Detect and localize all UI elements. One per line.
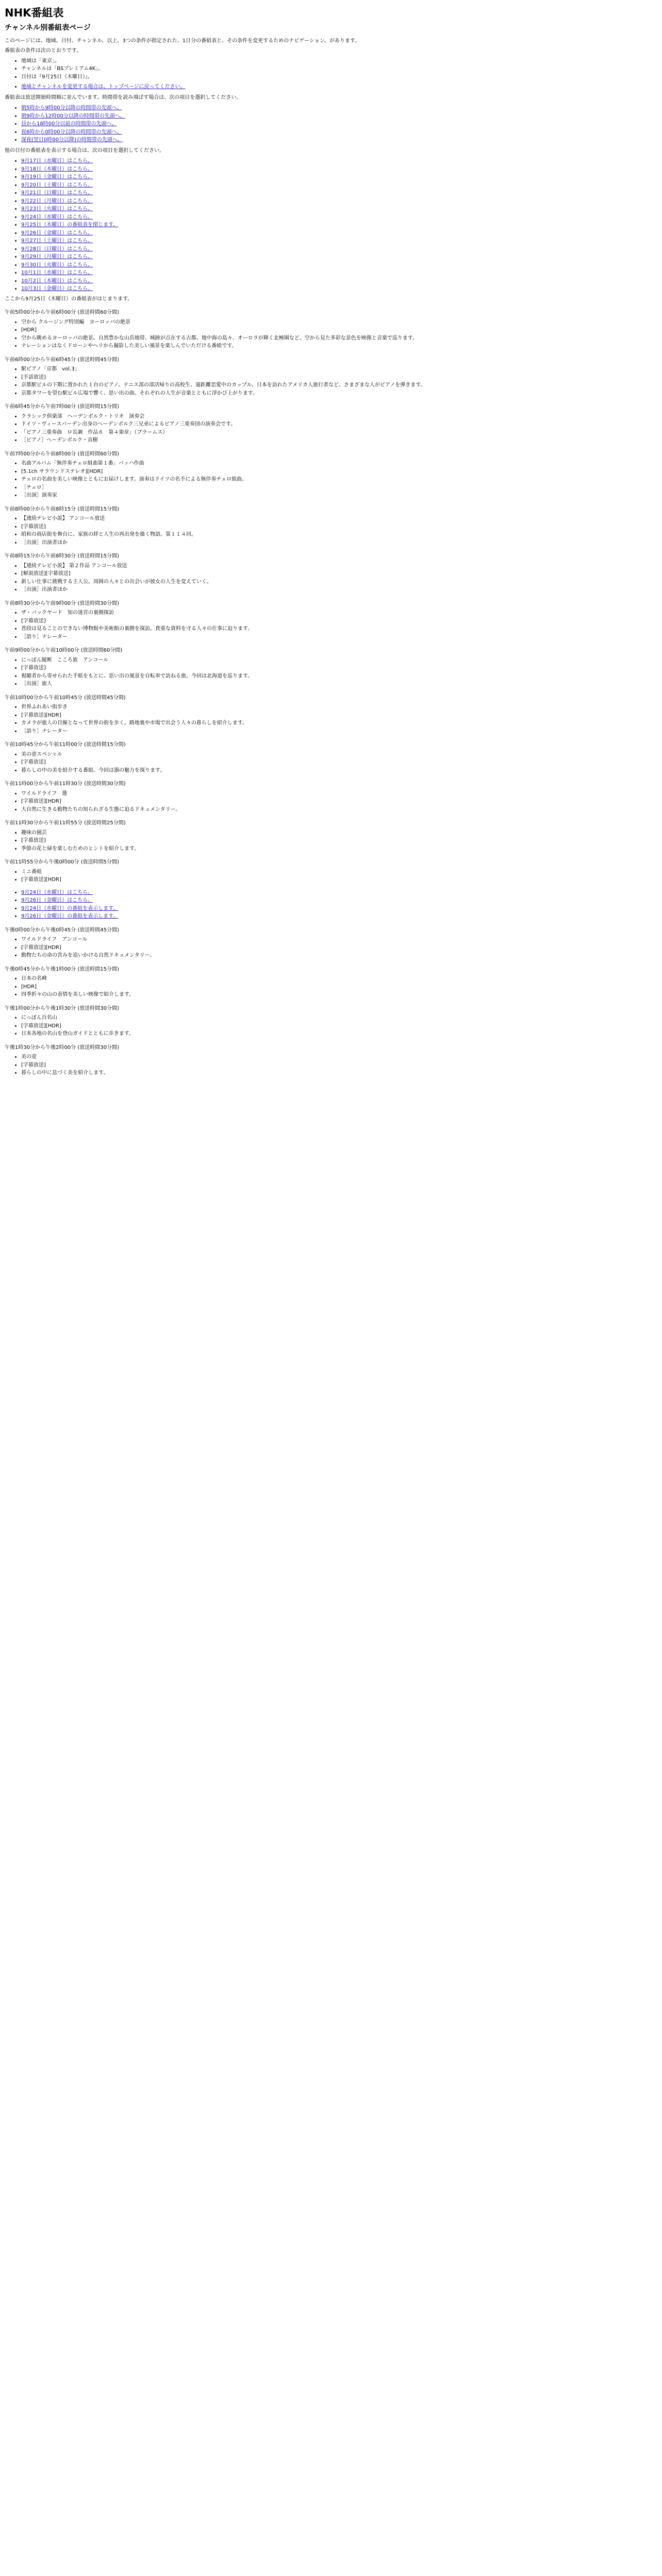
program-time: 午後1時00分から午後1時30分 (放送時間30分間) [5, 1005, 119, 1011]
program-detail: • [字幕放送] [21, 1062, 657, 1070]
jump-afternoon-link[interactable]: 昼から18時00分以前の時間帯の先頭へ。 [21, 121, 117, 127]
program-details [5, 657, 657, 688]
program-detail: • ［出演］出演者ほか [21, 586, 657, 594]
program-block [5, 694, 657, 736]
program-title: • 空から クルージング特別編 ヨーロッパの絶景 [21, 319, 657, 327]
program-detail: • [HDR] [21, 327, 657, 334]
program-details [5, 563, 657, 594]
program-details [5, 704, 657, 735]
program-detail: • [字幕放送][HDR] [21, 798, 657, 806]
date-link[interactable]: 9月30日（火曜日）はこちら。 [21, 262, 93, 268]
program-detail: • [字幕放送] [21, 618, 657, 625]
program-details [5, 869, 657, 884]
conditions-list [5, 58, 657, 81]
program-detail: • ［語り］ナレーター [21, 634, 657, 641]
program-block [5, 1005, 657, 1038]
program-detail: • ［出演］旅人 [21, 681, 657, 688]
program-detail: • ［ピアノ］ヘーデンボルク・直樹 [21, 437, 657, 445]
program-title: • 名曲アルバム「無伴奏チェロ組曲第１番」バッハ作曲 [21, 460, 657, 468]
program-details [5, 829, 657, 853]
program-block [5, 647, 657, 688]
program-detail: • 普段は見ることのできない博物館や美術館の裏側を探訪。貴重な資料を守る人々の仕事に迫ります。 [21, 625, 657, 633]
program-detail: • [字幕放送][HDR] [21, 712, 657, 720]
date-link[interactable]: 9月24日（水曜日）はこちら。 [21, 214, 93, 220]
date-link[interactable]: 10月2日（木曜日）はこちら。 [21, 278, 93, 284]
program-detail: • 視聴者から寄せられた手紙をもとに、思い出の風景を自転車で訪ねる旅。今回は北海道を巡ります。 [21, 673, 657, 681]
program-details [5, 1014, 657, 1038]
date-link[interactable]: 9月22日（月曜日）はこちら。 [21, 198, 93, 204]
program-detail: • 空から眺めるヨーロッパの絶景。自然豊かな山岳地帯、城跡が点在する古都、地中海の島々、オーロラが輝く北極圏など、空から見た多彩な景色を映像と音楽で巡ります。 [21, 335, 657, 343]
date-link[interactable]: 9月18日（木曜日）はこちら。 [21, 166, 93, 172]
program-block [5, 309, 657, 350]
program-detail: • [字幕放送] [21, 665, 657, 672]
program-list-pm [5, 927, 657, 1077]
program-time: 午前11時00分から午前11時30分 (放送時間30分間) [5, 781, 126, 787]
list-start-text: ここから9月25日（木曜日）の番組表がはじまります。 [5, 296, 133, 302]
condition-date: • 日付は『9月25日（木曜日）』。 [21, 74, 657, 81]
program-detail: • [手話放送] [21, 374, 657, 382]
program-title: • にっぽん百名山 [21, 1014, 657, 1022]
date-link[interactable]: 10月3日（金曜日）はこちら。 [21, 286, 93, 292]
program-detail: • ナレーションはなくドローンやヘリから撮影した美しい風景を楽しんでいただける番組です。 [21, 343, 657, 350]
page-subtitle: チャンネル別番組表ページ [5, 24, 91, 32]
program-title: • クラシック倶楽部 ヘーデンボルク・トリオ 演奏会 [21, 413, 657, 421]
program-block [5, 859, 657, 884]
program-block [5, 451, 657, 500]
program-detail: • 動物たちの命の営みを追いかける自然ドキュメンタリー。 [21, 952, 657, 960]
date-link[interactable]: 9月19日（金曜日）はこちら。 [21, 174, 93, 180]
program-detail: • [字幕放送][HDR] [21, 876, 657, 884]
date-lead: 他の日付の番組表を表示する場合は、次の項目を選択してください。 [5, 147, 164, 154]
program-time: 午後1時30分から午後2時00分 (放送時間30分間) [5, 1044, 119, 1050]
jump-evening-link[interactable]: 夜6時から0時00分以降の時間帯の先頭へ。 [21, 129, 122, 135]
program-detail: • チェロの名曲を美しい映像とともにお届けします。演奏はドイツの名手による無伴奏チェロ組曲。 [21, 476, 657, 484]
program-block [5, 741, 657, 774]
date-link[interactable]: 9月20日（土曜日）はこちら。 [21, 182, 93, 188]
program-detail: • 日本各地の名山を登山ガイドとともに歩きます。 [21, 1030, 657, 1038]
program-title: • ミニ番組 [21, 869, 657, 876]
program-details [5, 515, 657, 547]
program-title: • 美の壺スペシャル [21, 751, 657, 759]
program-details [5, 975, 657, 999]
program-block [5, 357, 657, 398]
program-time: 午後0時45分から午後1時00分 (放送時間15分間) [5, 966, 119, 972]
date-link[interactable]: 10月1日（水曜日）はこちら。 [21, 270, 93, 276]
date-link-current[interactable]: 9月25日（木曜日）の番組表を閉じます。 [21, 222, 119, 228]
program-time: 午前6時00分から午前6時45分 (放送時間45分間) [5, 357, 119, 363]
program-title: • 駅ピアノ「京都 vol.3」 [21, 366, 657, 374]
program-title: • にっぽん縦断 こころ旅 アンコール [21, 657, 657, 665]
program-detail: • [HDR] [21, 984, 657, 991]
program-details [5, 790, 657, 814]
program-detail: • 昭和の商店街を舞台に、家族の絆と人生の再出発を描く物語。第１１４回。 [21, 531, 657, 539]
program-detail: • [字幕放送] [21, 523, 657, 531]
time-lead: 番組表は放送開始時間順に並んでいます。時間帯を読み飛ばす場合は、次の項目を選択してください。 [5, 94, 242, 100]
program-detail: • ［出演］出演者ほか [21, 539, 657, 547]
program-time: 午前8時30分から午前9時00分 (放送時間30分間) [5, 600, 119, 606]
date-link[interactable]: 9月23日（火曜日）はこちら。 [21, 206, 93, 212]
program-time: 午後0時00分から午後0時45分 (放送時間45分間) [5, 927, 119, 933]
program-time: 午前5時00分から午前6時00分 (放送時間60分間) [5, 310, 119, 316]
program-block [5, 781, 657, 814]
program-detail: • 京都タワーを望む駅ビル広場で響く、思い出の曲。それぞれの人生が音楽とともに浮かび上がります。 [21, 390, 657, 398]
condition-channel: • チャンネルは「BSプレミアム4K」。 [21, 65, 657, 73]
date-link[interactable]: 9月29日（月曜日）はこちら。 [21, 254, 93, 260]
program-detail: • 大自然に生きる動物たちの知られざる生態に迫るドキュメンタリー。 [21, 806, 657, 814]
program-time: 午前10時45分から午前11時00分 (放送時間15分間) [5, 742, 126, 748]
program-block [5, 966, 657, 999]
jump-morning-link[interactable]: 朝5時から9時00分以降の時間帯の先頭へ。 [21, 105, 122, 111]
program-detail: • ドイツ・ヴィースバーデン出身のヘーデンボルク三兄弟によるピアノ三重奏団の演奏会です。 [21, 421, 657, 429]
date-link[interactable]: 9月26日（金曜日）の番組を表示します。 [21, 913, 119, 920]
program-details [5, 936, 657, 960]
program-details [5, 1054, 657, 1077]
condition-region: • 地域は「東京」。 [21, 58, 657, 65]
program-detail: • ［チェロ］ [21, 484, 657, 492]
program-block [5, 506, 657, 547]
program-detail: • 暮らしの中に息づく美を紹介します。 [21, 1070, 657, 1077]
program-time: 午前7時00分から午前8時00分 (放送時間60分間) [5, 451, 119, 457]
page [0, 0, 662, 1077]
time-jump-list [5, 105, 657, 144]
program-block [5, 403, 657, 445]
program-list-am [5, 309, 657, 884]
program-block [5, 553, 657, 594]
program-details [5, 413, 657, 445]
program-detail: • ［出演］演奏家 [21, 492, 657, 500]
program-time: 午前9時00分から午前10時00分 (放送時間60分間) [5, 648, 123, 654]
program-details [5, 609, 657, 641]
date-list-top [5, 158, 657, 293]
program-detail: • [解説放送][字幕放送] [21, 570, 657, 578]
program-detail: • 京都駅ビルの下階に置かれた１台のピアノ。テニス部の部活帰りの高校生、遠距離恋愛中のカップル、日本を訪れたアメリカ人旅行者など、さまざまな人がピアノを弾きます。 [21, 382, 657, 389]
program-title: • 【連続テレビ小説】 アンコール放送 [21, 515, 657, 523]
program-time: 午前11時55分から午後0時00分 (放送時間5分間) [5, 859, 119, 866]
program-time: 午前10時00分から午前10時45分 (放送時間45分間) [5, 694, 126, 701]
jump-late-morning-link[interactable]: 朝9時から12時00分以降の時間帯の先頭へ。 [21, 113, 125, 119]
program-title: • 美の壺 [21, 1054, 657, 1061]
program-time: 午前11時30分から午前11時55分 (放送時間25分間) [5, 820, 126, 826]
date-link[interactable]: 9月24日（水曜日）の番組を表示します。 [21, 905, 119, 911]
program-title: • 世界ふれあい街歩き [21, 704, 657, 711]
program-detail: • [字幕放送][HDR] [21, 1023, 657, 1030]
program-time: 午前8時15分から午前8時30分 (放送時間15分間) [5, 553, 119, 560]
date-link[interactable]: 9月17日（水曜日）はこちら。 [21, 158, 93, 164]
program-block [5, 1044, 657, 1077]
page-title: NHK番組表 [5, 7, 64, 19]
program-details [5, 751, 657, 775]
program-title: • ワイルドライフ 選 [21, 790, 657, 798]
program-detail: • 季節の花と緑を楽しむためのヒントを紹介します。 [21, 845, 657, 853]
program-time: 午前6時45分から午前7時00分 (放送時間15分間) [5, 404, 119, 410]
program-detail: • [字幕放送] [21, 837, 657, 845]
program-block [5, 600, 657, 641]
program-detail: • [字幕放送][HDR] [21, 944, 657, 952]
program-block [5, 927, 657, 960]
program-block [5, 820, 657, 853]
back-to-top-link[interactable]: 地域とチャンネルを変更する場合は、トップページに戻ってください。 [21, 84, 186, 90]
date-link[interactable]: 9月27日（土曜日）はこちら。 [21, 238, 93, 244]
conditions-lead: 番組表の条件は次のとおりです。 [5, 48, 82, 54]
intro-text: このページには、地域、日付、チャンネル、以上、3つの条件が指定された、1日分の番組表と、その条件を変更するためのナビゲーション、があります。 [5, 38, 360, 44]
program-detail: • カメラが旅人の目線となって世界の街を歩く。路地裏や市場で出会う人々の暮らしを紹介します。 [21, 720, 657, 727]
date-list-mid [5, 889, 657, 921]
program-title: • ザ・バックヤード 知の迷宮の裏側探訪 [21, 609, 657, 617]
date-link[interactable]: 9月24日（水曜日）はこちら。 [21, 889, 93, 895]
date-link[interactable]: 9月26日（金曜日）はこちら。 [21, 230, 93, 236]
program-detail: • 新しい仕事に挑戦する主人公。周囲の人々との出会いが彼女の人生を変えていく。 [21, 579, 657, 586]
program-title: • 趣味の園芸 [21, 829, 657, 837]
program-detail: • 暮らしの中の美を紹介する番組。今回は器の魅力を探ります。 [21, 767, 657, 775]
program-detail: • [字幕放送] [21, 759, 657, 767]
program-detail: • 四季折々の山の表情を美しい映像で紹介します。 [21, 991, 657, 999]
program-title: • ワイルドライフ アンコール [21, 936, 657, 944]
program-detail: • ［語り］ナレーター [21, 728, 657, 736]
date-link[interactable]: 9月26日（金曜日）はこちら。 [21, 897, 93, 904]
jump-midnight-link[interactable]: 深夜(翌日0時00分以降)の時間帯の先頭へ。 [21, 137, 123, 143]
program-details [5, 319, 657, 350]
program-time: 午前8時00分から午前8時15分 (放送時間15分間) [5, 506, 119, 512]
program-detail: • [5.1ch サラウンドステレオ][HDR] [21, 468, 657, 476]
region-link-list [5, 83, 657, 91]
program-title: • 日本の名峰 [21, 975, 657, 983]
program-title: • 【連続テレビ小説】 第２作品 アンコール放送 [21, 563, 657, 570]
program-details [5, 366, 657, 397]
program-detail: • 「ピアノ三重奏曲 ロ長調 作品８ 第４楽章」（ブラームス） [21, 429, 657, 437]
date-link[interactable]: 9月28日（日曜日）はこちら。 [21, 246, 93, 252]
date-link[interactable]: 9月21日（日曜日）はこちら。 [21, 190, 93, 196]
program-details [5, 460, 657, 500]
